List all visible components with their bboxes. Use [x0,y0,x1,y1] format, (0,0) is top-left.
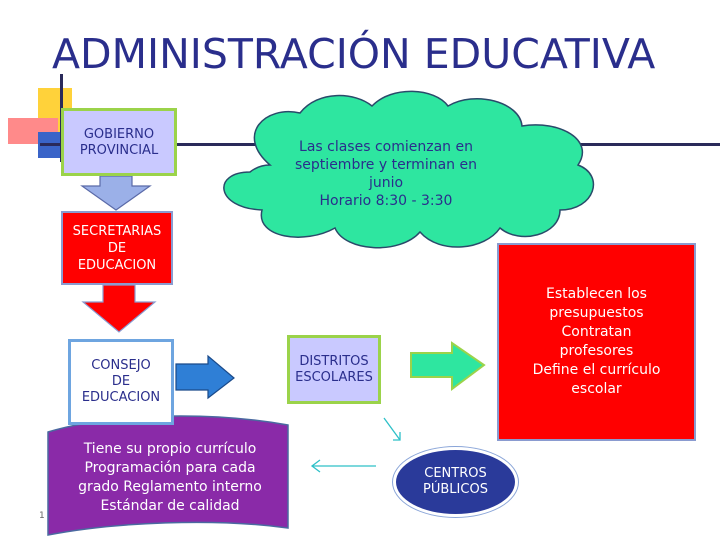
consejo-line: EDUCACION [81,390,161,405]
gobierno-line: PROVINCIAL [79,143,159,158]
establecen-line: Define el currículo [532,362,661,378]
tiene-line: Estándar de calidad [100,498,240,514]
establecen-line: Establecen los [546,286,647,302]
arrow-right-icon [176,356,234,398]
cloud-line: junio [368,175,404,191]
establecen-line: Contratan [561,324,632,340]
tiene-line: Tiene su propio currículo [83,441,257,457]
arrow-diagonal-icon [384,418,400,440]
distritos-box [287,335,381,404]
cloud-line: Horario 8:30 - 3:30 [319,193,453,209]
curriculum-text [52,429,288,527]
page-number: 1 [39,511,45,521]
establecen-line: profesores [559,343,634,359]
centros-line: CENTROS [424,466,487,481]
cloud-line: septiembre y terminan en [295,157,477,173]
arrow-left-icon [312,460,376,472]
consejo-line: CONSEJO [91,358,151,373]
consejo-box [68,339,174,425]
page-title: ADMINISTRACIÓN EDUCATIVA [52,30,656,78]
cloud-text [278,132,494,216]
establecen-box [497,243,696,441]
secretarias-line: SECRETARIAS [72,223,162,239]
establecen-line: presupuestos [549,305,644,321]
gobierno-line: GOBIERNO [83,127,155,142]
arrow-down-icon [83,285,155,332]
secretarias-line: EDUCACION [77,257,157,273]
consejo-line: DE [111,374,131,389]
cloud-line: Las clases comienzan en [299,139,473,155]
distritos-line: DISTRITOS [299,353,369,369]
arrow-down-icon [82,176,150,210]
secretarias-box [61,211,173,285]
tiene-line: Programación para cada [84,460,256,476]
distritos-line: ESCOLARES [295,369,373,385]
secretarias-line: DE [107,240,127,256]
tiene-line: grado Reglamento interno [78,479,262,495]
establecen-line: escolar [571,381,622,397]
arrow-right-icon [411,343,484,389]
gobierno-provincial-box [61,108,177,176]
centros-line: PÚBLICOS [423,482,488,497]
centros-publicos-ellipse [393,447,518,517]
